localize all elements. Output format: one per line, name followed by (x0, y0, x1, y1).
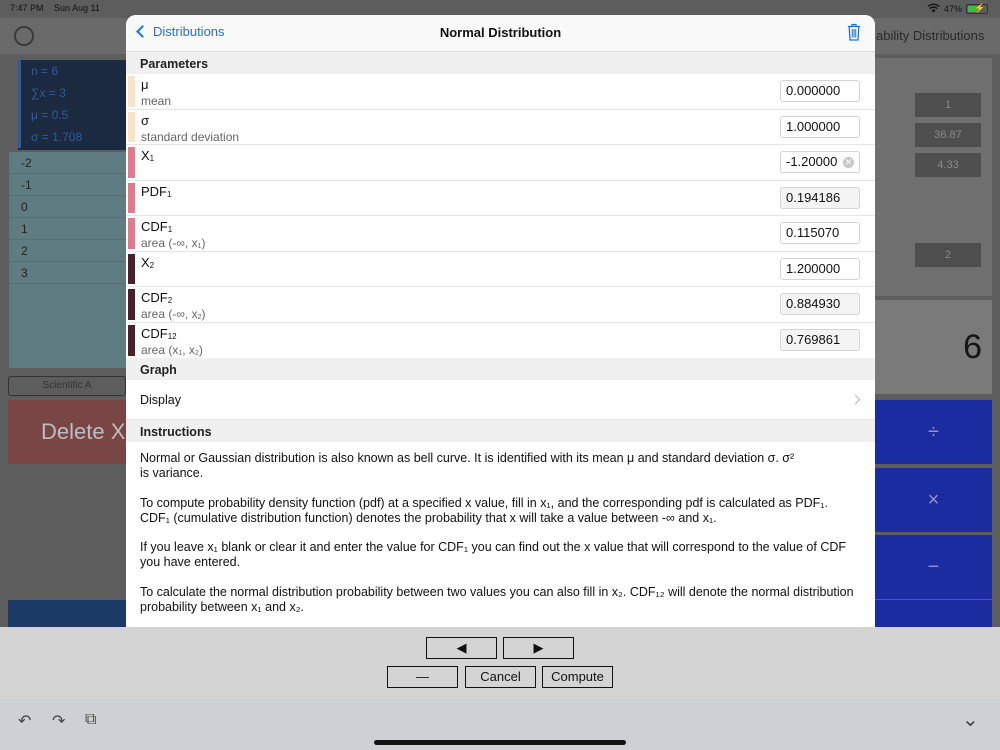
param-row-x2 (126, 252, 875, 288)
param-row-cdf12 (126, 323, 875, 359)
x2-input[interactable]: 1.200000 (780, 258, 860, 280)
pdf1-value: 0.194186 (780, 187, 860, 209)
display-row[interactable] (126, 380, 875, 420)
background-pill: 36.87 (915, 123, 981, 147)
wifi-icon (927, 3, 940, 15)
keyboard-area (0, 627, 1000, 699)
page-title: Normal Distribution (439, 25, 562, 40)
cdf1-input[interactable]: 0.115070 (780, 222, 860, 244)
background-pill: 2 (915, 243, 981, 267)
redo-icon[interactable]: ↷ (52, 713, 66, 730)
normal-distribution-sheet (126, 15, 875, 627)
sd-input[interactable]: 1.000000 (780, 116, 860, 138)
param-row-cdf1 (126, 216, 875, 252)
param-row-cdf2 (126, 287, 875, 323)
background-multiply-button: × (875, 468, 992, 532)
color-bar (128, 76, 135, 107)
clear-icon[interactable]: ✕ (844, 157, 853, 167)
param-sublabel: standard deviation (141, 129, 240, 144)
gear-icon (14, 26, 34, 46)
background-display: 6 (875, 300, 992, 394)
param-sublabel: mean (141, 94, 172, 108)
background-minus-button: − (875, 535, 992, 599)
list-item: 2 (9, 240, 126, 262)
color-bar (128, 218, 135, 249)
instructions-paragraph: To compute probability density function (pdf) at a specified x value, fill in x₁, and the corresponding pdf is calculated as PDF₁. CDF₁ (cumulative distribution function) denotes the probability that x will take a value between -∞ and x₁. (140, 495, 828, 525)
background-plus-button (875, 600, 992, 628)
param-row-x1 (126, 145, 875, 181)
stat-mean: μ = 0.5 (18, 104, 126, 126)
instructions-paragraph: Normal or Gaussian distribution is also known as bell curve. It is identified with its mean μ and standard deviation σ. σ² is variance. (140, 451, 795, 480)
param-row-sd (126, 110, 875, 146)
background-delete-button: Delete X (8, 400, 126, 464)
status-time: 7:47 PM (10, 3, 44, 13)
list-item: -1 (9, 174, 126, 196)
nav-bar (126, 15, 875, 52)
background-divide-button: ÷ (875, 400, 992, 464)
undo-icon[interactable]: ↶ (18, 713, 32, 730)
param-label: $CDF_1$ (141, 219, 173, 234)
home-indicator (374, 740, 626, 745)
dismiss-keyboard-icon[interactable]: ⌄ (962, 709, 979, 731)
trash-icon[interactable] (847, 23, 861, 41)
background-list (9, 152, 126, 368)
instructions-paragraph: If you leave x₁ blank or clear it and enter the value for CDF₁ you can find out the x value that will correspond to the value of CDF you have entered. (140, 540, 847, 569)
instructions-text (126, 442, 875, 615)
param-label: $CDF_{12}$ (141, 325, 177, 341)
background-pill: 1 (915, 93, 981, 117)
cdf12-value: 0.769861 (780, 329, 860, 351)
param-label: $X_2$ (141, 254, 155, 270)
background-bottom-button (8, 600, 126, 628)
cancel-button[interactable]: Cancel (465, 666, 536, 688)
param-sublabel: area ($x_1$, $x_2$) (141, 342, 203, 357)
color-bar (128, 289, 135, 320)
graph-header: Graph (126, 358, 875, 380)
mean-input[interactable]: 0.000000 (780, 80, 860, 102)
list-item: 0 (9, 196, 126, 218)
status-date: Sun Aug 11 (54, 3, 100, 13)
battery-percent: 47% (943, 4, 962, 14)
negate-button[interactable]: — (387, 666, 458, 688)
color-bar (128, 183, 135, 214)
previous-field-button[interactable]: ◀ (426, 637, 497, 659)
list-item: 3 (9, 262, 126, 284)
parameters-header: Parameters (126, 52, 875, 74)
background-pill: 4.33 (915, 153, 981, 177)
back-label: Distributions (153, 24, 225, 39)
paste-icon[interactable]: ⧉ (85, 711, 97, 728)
param-sublabel: area (-∞, $x_1$) (141, 236, 206, 250)
param-label: $X_1$ (141, 148, 155, 163)
color-bar (128, 147, 135, 178)
battery-icon: ⚡ (966, 4, 988, 14)
compute-button[interactable]: Compute (542, 666, 613, 688)
cdf2-value: 0.884930 (780, 293, 860, 315)
param-row-mean (126, 74, 875, 110)
stat-sd: σ = 1.708 (18, 126, 126, 148)
list-item: -2 (9, 152, 126, 174)
param-sublabel: area (-∞, $x_2$) (141, 307, 206, 321)
status-right (927, 3, 988, 15)
color-bar (128, 325, 135, 357)
background-scientific-label: Scientific A (8, 376, 126, 396)
param-label: $CDF_2$ (141, 290, 173, 305)
color-bar (128, 112, 135, 143)
color-bar (128, 254, 135, 285)
instructions-paragraph: To calculate the normal distribution probability between two values you can also fill in x₂. CDF₁₂ will denote the normal distribution probability between x₁ and x₂. (140, 584, 854, 614)
stat-sum: ∑x = 3 (18, 82, 126, 104)
background-title: ability Distributions (876, 28, 985, 43)
param-label: σ (141, 112, 150, 128)
background-stats (18, 60, 126, 150)
chevron-right-icon (851, 395, 861, 405)
param-label: μ (141, 77, 149, 92)
param-label: $PDF_1$ (141, 183, 172, 199)
x1-input[interactable] (780, 151, 860, 173)
status-bar (0, 0, 1000, 18)
next-field-button[interactable]: ▶ (503, 637, 574, 659)
x1-value: -1.20000 (786, 154, 838, 169)
display-label: Display (140, 393, 181, 407)
stat-n: n = 6 (18, 60, 126, 82)
instructions-header: Instructions (126, 420, 875, 442)
param-row-pdf1 (126, 181, 875, 217)
list-item: 1 (9, 218, 126, 240)
